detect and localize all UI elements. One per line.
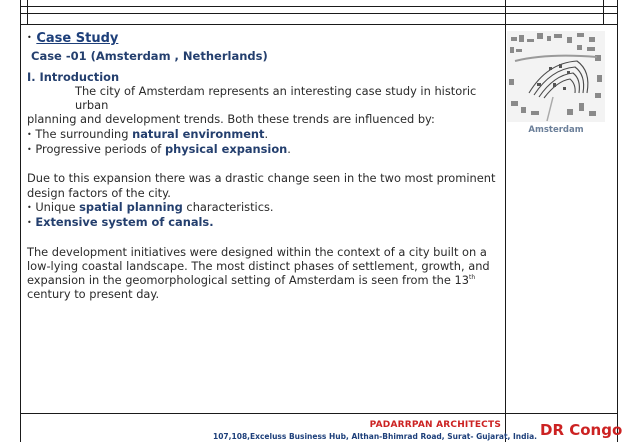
content-column <box>27 31 502 302</box>
section-title: Case Study <box>36 31 119 46</box>
intro-heading: I. Introduction <box>27 69 120 84</box>
expansion-paragraph: Due to this expansion there was a drastic change seen in the two most prominent design factors of the city. <box>27 171 496 200</box>
expansion-bullet: • Extensive system of canals. <box>27 215 214 230</box>
right-border-inner <box>603 0 604 25</box>
section-heading <box>27 31 502 46</box>
expansion-bullet: • Unique spatial planning characteristics. <box>27 199 274 214</box>
heading-bullet: • <box>27 33 32 42</box>
firm-address: 107,108,Exceluss Business Hub, Althan-Bhimrad Road, Surat- Gujarat, India. <box>213 432 537 441</box>
firm-name: PADARRPAN ARCHITECTS <box>369 420 501 430</box>
intro-bullet: • The surrounding natural environment. <box>27 126 269 141</box>
left-border-inner <box>27 0 28 25</box>
development-paragraph: The development initiatives were designed within the context of a city built on a low-lying coastal landscape. The most distinct phases of settlement, growth, and expansion in the geomorphological setting of Amsterdam is seen from the 13th century to present day. <box>27 244 490 302</box>
intro-para-first: The city of Amsterdam represents an interesting case study in historic urban <box>75 83 477 113</box>
footer-rule <box>20 413 618 414</box>
intro-paragraph <box>27 84 502 127</box>
intro-para-rest: planning and development trends. Both these trends are influenced by: <box>27 112 435 127</box>
map-caption: Amsterdam <box>528 125 584 135</box>
column-divider <box>505 0 506 442</box>
header-rule <box>20 24 618 25</box>
top-rule-outer <box>20 6 618 7</box>
right-border <box>617 0 618 442</box>
case-subtitle: Case -01 (Amsterdam , Netherlands) <box>31 49 268 64</box>
brand-title: DR Congo <box>540 421 623 439</box>
intro-bullet: • Progressive periods of physical expansion. <box>27 142 291 157</box>
amsterdam-map-icon <box>507 31 605 122</box>
city-map-image <box>507 31 605 122</box>
left-border <box>20 0 21 442</box>
top-rule-inner <box>20 13 618 14</box>
